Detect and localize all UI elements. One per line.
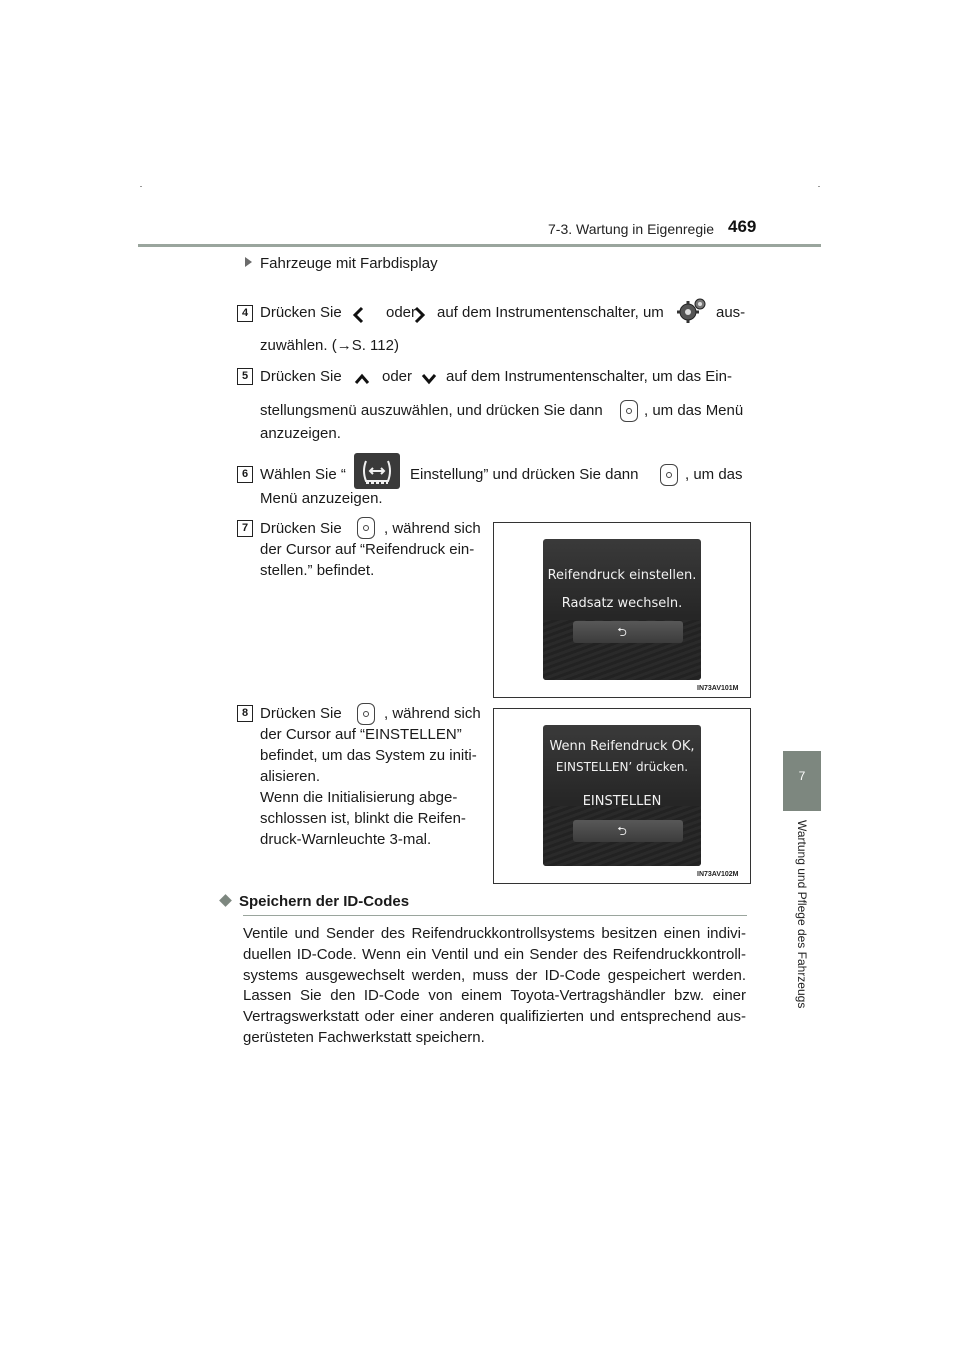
- step5-text-line3: anzuzeigen.: [260, 425, 341, 442]
- step6-text-b: Einstellung” und drücken Sie dann: [410, 466, 639, 483]
- display-screen: [543, 539, 701, 680]
- chevron-down-icon: [421, 372, 437, 384]
- subheading: [245, 255, 438, 272]
- figure-code: IN73AV101M: [697, 685, 739, 692]
- ok-button-icon: [620, 400, 638, 422]
- page-number: 469: [728, 217, 757, 236]
- step8-text-line2: der Cursor auf “EINSTELLEN”: [260, 726, 462, 743]
- step5-text-line2b: , um das Menü: [644, 402, 744, 419]
- back-icon: ⮌: [617, 625, 627, 639]
- step5-text-c: auf dem Instrumentenschalter, um das Ein-: [446, 368, 732, 385]
- step6-text-a: Wählen Sie “: [260, 466, 346, 483]
- step-number-4: 4: [237, 305, 253, 322]
- crop-mark: [818, 186, 820, 187]
- ok-button-icon: [357, 703, 375, 725]
- step8-text-line5: Wenn die Initialisierung abge-: [260, 789, 458, 806]
- step4-text-c: auf dem Instrumentenschalter, um: [437, 304, 664, 321]
- step7-text-line3: stellen.” befindet.: [260, 562, 375, 579]
- step8-text-line3: befindet, um das System zu initi-: [260, 747, 477, 764]
- step4-text-line2: zuwählen. (→S. 112): [260, 337, 399, 354]
- step6-text-line2: Menü anzuzeigen.: [260, 490, 383, 507]
- step8-text-line6: schlossen ist, blinkt die Reifen-: [260, 810, 466, 827]
- section-heading: [241, 893, 409, 910]
- display-screen: [543, 725, 701, 866]
- figure-code: IN73AV102M: [697, 871, 739, 878]
- back-icon: ⮌: [617, 824, 627, 838]
- screen-message: EINSTELLEN’ drücken.: [555, 760, 689, 774]
- step4-text-b: oder: [386, 304, 417, 321]
- ok-button-icon: [660, 464, 678, 486]
- chapter-number: 7: [798, 769, 806, 783]
- chapter-tab: [783, 751, 821, 811]
- screen-menu-item: EINSTELLEN: [582, 794, 662, 809]
- crop-mark: [140, 186, 142, 187]
- screen-message: Wenn Reifendruck OK,: [549, 739, 695, 754]
- settings-gears-icon: [676, 296, 708, 324]
- screen-menu-item: Radsatz wechseln.: [561, 596, 683, 611]
- subheading-text: Fahrzeuge mit Farbdisplay: [260, 255, 438, 272]
- step7-text-b: , während sich: [384, 520, 481, 537]
- step-number-7: 7: [237, 520, 253, 537]
- tire-pressure-icon: [354, 453, 400, 489]
- step7-text-a: Drücken Sie: [260, 520, 342, 537]
- header-section-title: 7-3. Wartung in Eigenregie: [548, 221, 715, 237]
- figure-display-2: [493, 708, 751, 884]
- step8-text-a: Drücken Sie: [260, 705, 342, 722]
- figure-display-1: [493, 522, 751, 698]
- step6-text-c: , um das: [685, 466, 743, 483]
- step5-text-b: oder: [382, 368, 413, 385]
- step-number-8: 8: [237, 705, 253, 722]
- step8-text-line7: druck-Warnleuchte 3-mal.: [260, 831, 432, 848]
- screen-menu-item: Reifendruck einstellen.: [547, 568, 697, 583]
- triangle-bullet-icon: [245, 257, 252, 267]
- chevron-up-icon: [354, 372, 370, 384]
- step-number-5: 5: [237, 368, 253, 385]
- ok-button-icon: [357, 517, 375, 539]
- diamond-bullet-icon: [219, 894, 232, 907]
- section-divider: [243, 915, 747, 916]
- step8-text-b: , während sich: [384, 705, 481, 722]
- chevron-right-icon: [414, 306, 426, 324]
- section-body: Ventile und Sender des Reifendruckkontrollsystems besitzen einen indivi-duellen ID-Code. Wenn ein Ventil und ein Sender des Reifendruckkontroll-systems ausgewechselt werden, muss der ID-Code gespeichert werden. Lassen Sie den ID-Code von einem Toyota-Vertragshändler bzw. einer Vertragswerkstatt oder einer anderen qualifizierten und entsprechend aus-gerüsteten Fachwerkstatt speichern.: [243, 925, 746, 1046]
- chapter-title-vertical: [774, 820, 830, 1020]
- step7-text-line2: der Cursor auf “Reifendruck ein-: [260, 541, 475, 558]
- chevron-left-icon: [352, 306, 364, 324]
- step5-text-a: Drücken Sie: [260, 368, 342, 385]
- step5-text-line2a: stellungsmenü auszuwählen, und drücken Sie dann: [260, 402, 603, 419]
- step8-text-line4: alisieren.: [260, 768, 321, 785]
- section-heading-text: Speichern der ID-Codes: [239, 893, 410, 910]
- header-divider: [138, 244, 821, 247]
- step-number-6: 6: [237, 466, 253, 483]
- step4-text-d: aus-: [716, 304, 746, 321]
- step4-text-a: Drücken Sie: [260, 304, 342, 321]
- chapter-title: Wartung und Pflege des Fahrzeugs: [795, 820, 809, 1009]
